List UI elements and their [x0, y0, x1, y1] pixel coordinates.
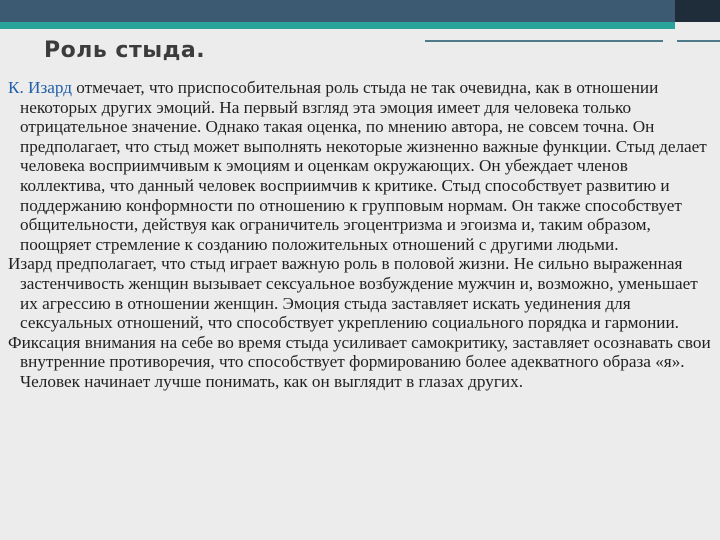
header-bar-dark-segment — [675, 0, 720, 22]
author-name: К. Изард — [8, 78, 72, 97]
paragraph-3: Фиксация внимания на себе во время стыда усиливает самокритику, заставляет осознавать свои внутренние противоречия, что способствует формированию более адекватного образа «я». Человек начинает лучше понимать, как он выглядит в глазах других. — [8, 332, 711, 391]
paragraph-1-text: отмечает, что приспособительная роль стыда не так очевидна, как в отношении некоторых других эмоций. На первый взгляд эта эмоция имеет для человека только отрицательное значение. Однако такая оценка, по мнению автора, не совсем точна. Он предполагает, что стыд может выполнять некоторые жизненно важные функции. Стыд делает человека восприимчивым к эмоциям и оценкам окружающих. Он убеждает членов коллектива, что данный человек восприимчив к критике. Стыд способствует развитию и поддержанию конформности по отношению к групповым нормам. Он также способствует общительности, действуя как ограничитель эгоцентризма и эгоизма и, таким образом, поощряет стремление к созданию положительных отношений с другими людьми. — [20, 78, 707, 254]
paragraph-2: Изард предполагает, что стыд играет важную роль в половой жизни. Не сильно выраженная застенчивость женщин вызывает сексуальное возбуждение мужчин и, возможно, уменьшает их агрессию в отношении женщин. Эмоция стыда заставляет искать уединения для сексуальных отношений, что способствует укреплению социального порядка и гармонии. — [8, 254, 698, 333]
title-accent-line — [425, 40, 663, 42]
paragraph-1 — [8, 78, 716, 254]
title-accent-line-right — [677, 40, 720, 42]
header-bar — [0, 0, 675, 22]
slide-title: Роль стыда. — [44, 38, 206, 63]
slide-body — [8, 78, 716, 392]
header-accent-stripe — [0, 22, 675, 29]
